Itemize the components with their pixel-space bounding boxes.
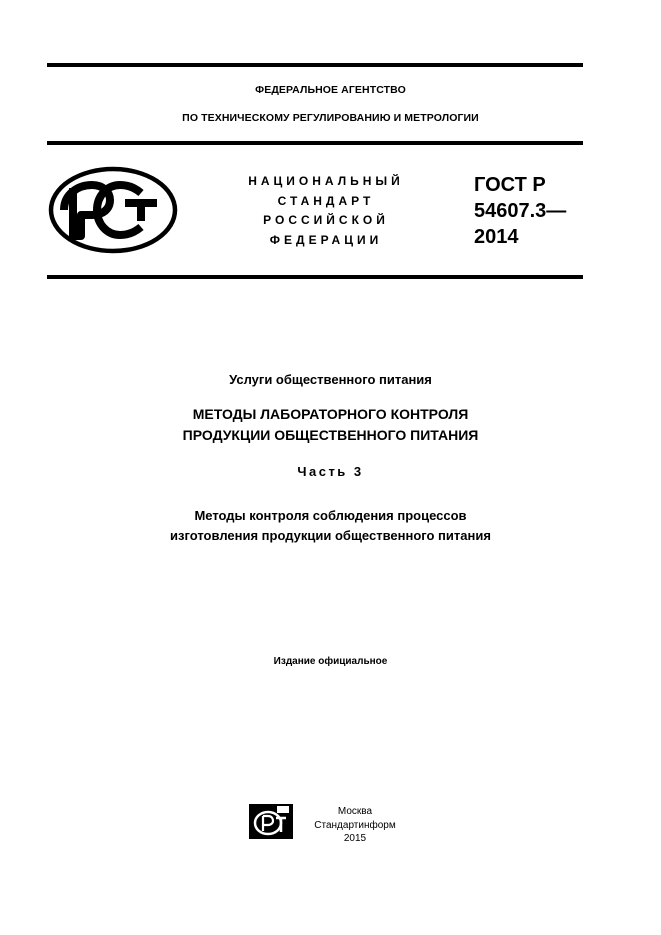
standartinform-logo-icon [249, 804, 293, 839]
title-subtitle-line-1: Методы контроля соблюдения процессов [194, 508, 467, 523]
edition-label: Издание официальное [273, 656, 388, 667]
standard-type [226, 172, 426, 250]
standard-type-line-2: СТАНДАРТ [277, 193, 375, 208]
title-part: Часть 3 [297, 464, 364, 479]
gost-r-certification-mark-icon [48, 166, 178, 254]
publication-year: 2015 [343, 833, 367, 844]
title-main-line-2: ПРОДУКЦИИ ОБЩЕСТВЕННОГО ПИТАНИЯ [182, 427, 479, 443]
top-rule [47, 63, 583, 67]
designation-line-3: 2014 [474, 226, 519, 248]
title-subtitle-line-2: изготовления продукции общественного питания [170, 528, 491, 543]
publisher-city: Москва [337, 806, 373, 817]
header-rule [47, 141, 583, 145]
publisher-name: Стандартинформ [314, 819, 396, 831]
agency-line-1: ФЕДЕРАЛЬНОЕ АГЕНТСТВО [255, 84, 406, 96]
standard-type-line-3: РОССИЙСКОЙ [263, 213, 389, 227]
standard-type-line-4: ФЕДЕРАЦИИ [269, 232, 383, 247]
standard-type-line-1: НАЦИОНАЛЬНЫЙ [248, 174, 404, 188]
agency-line-2: ПО ТЕХНИЧЕСКОМУ РЕГУЛИРОВАНИЮ И МЕТРОЛОГИИ [182, 112, 479, 124]
title-main-line-1: МЕТОДЫ ЛАБОРАТОРНОГО КОНТРОЛЯ [192, 406, 469, 422]
title-category: Услуги общественного питания [229, 372, 432, 387]
publisher-imprint [310, 805, 400, 846]
title-block-rule [47, 275, 583, 279]
standard-designation [474, 172, 594, 250]
designation-line-1: ГОСТ Р [474, 174, 546, 196]
designation-line-2: 54607.3— [474, 200, 567, 222]
